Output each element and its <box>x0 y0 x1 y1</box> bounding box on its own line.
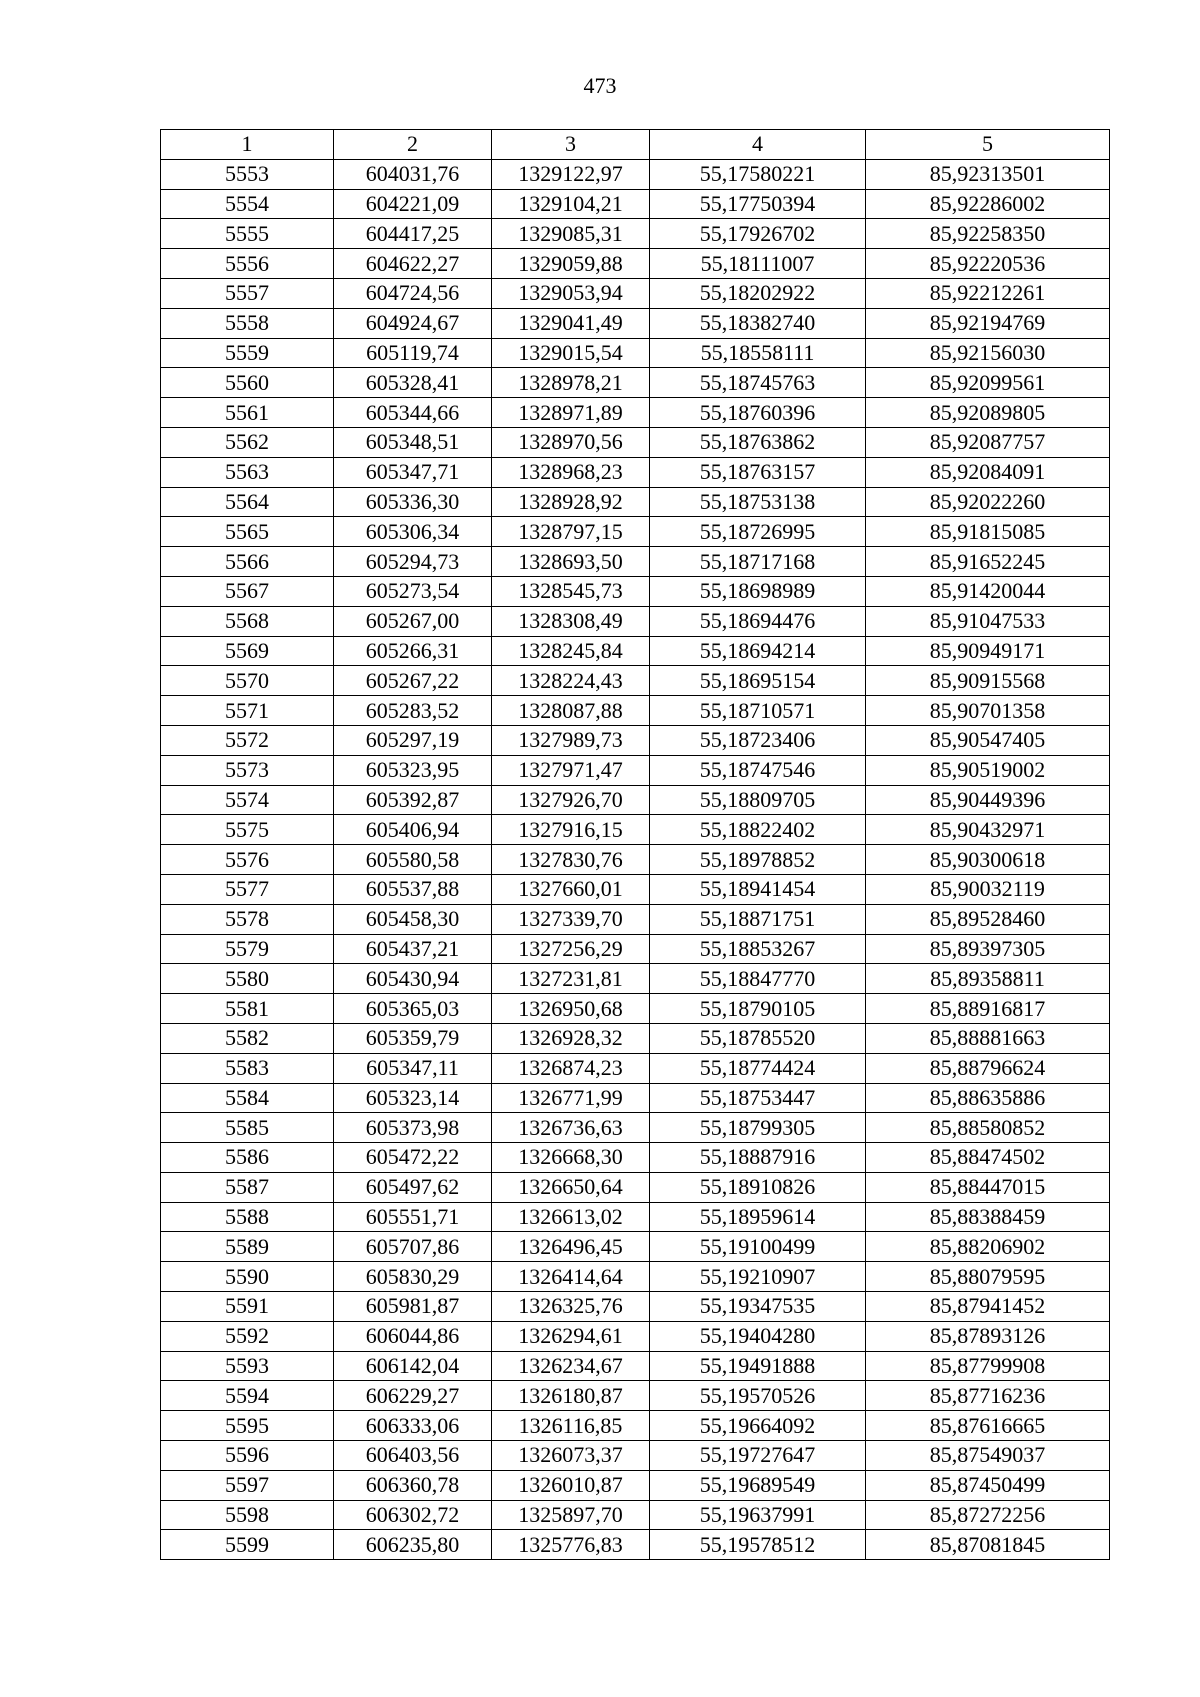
table-cell-col-1: 5559 <box>161 338 334 368</box>
table-cell-col-4: 55,18941454 <box>650 874 866 904</box>
table-row <box>161 1321 1110 1351</box>
table-cell-col-2: 606235,80 <box>334 1530 492 1560</box>
table-cell-col-5: 85,92099561 <box>866 368 1110 398</box>
table-cell-col-3: 1326950,68 <box>492 994 650 1024</box>
table-cell-col-1: 5594 <box>161 1381 334 1411</box>
table-cell-col-1: 5553 <box>161 159 334 189</box>
table-cell-col-3: 1328978,21 <box>492 368 650 398</box>
table-cell-col-3: 1328970,56 <box>492 427 650 457</box>
table-cell-col-1: 5570 <box>161 666 334 696</box>
table-cell-col-3: 1326928,32 <box>492 1023 650 1053</box>
table-cell-col-1: 5598 <box>161 1500 334 1530</box>
table-cell-col-4: 55,18698989 <box>650 576 866 606</box>
table-cell-col-2: 606302,72 <box>334 1500 492 1530</box>
table-row <box>161 696 1110 726</box>
table-cell-col-4: 55,18726995 <box>650 517 866 547</box>
table-cell-col-2: 605497,62 <box>334 1172 492 1202</box>
table-cell-col-4: 55,19578512 <box>650 1530 866 1560</box>
table-cell-col-1: 5562 <box>161 427 334 457</box>
table-cell-col-5: 85,92286002 <box>866 189 1110 219</box>
table-cell-col-1: 5580 <box>161 964 334 994</box>
table-cell-col-5: 85,90701358 <box>866 696 1110 726</box>
table-cell-col-3: 1326668,30 <box>492 1143 650 1173</box>
table-cell-col-1: 5599 <box>161 1530 334 1560</box>
table-cell-col-5: 85,87549037 <box>866 1441 1110 1471</box>
table-cell-col-3: 1328928,92 <box>492 487 650 517</box>
table-cell-col-3: 1328545,73 <box>492 576 650 606</box>
table-row <box>161 308 1110 338</box>
table-row <box>161 1083 1110 1113</box>
table-cell-col-4: 55,18760396 <box>650 398 866 428</box>
table-cell-col-1: 5597 <box>161 1470 334 1500</box>
table-cell-col-5: 85,88079595 <box>866 1262 1110 1292</box>
table-row <box>161 1143 1110 1173</box>
table-cell-col-5: 85,88474502 <box>866 1143 1110 1173</box>
table-cell-col-4: 55,18959614 <box>650 1202 866 1232</box>
table-cell-col-2: 605323,14 <box>334 1083 492 1113</box>
table-cell-col-2: 605306,34 <box>334 517 492 547</box>
table-cell-col-2: 605458,30 <box>334 904 492 934</box>
table-cell-col-1: 5557 <box>161 278 334 308</box>
table-cell-col-2: 606403,56 <box>334 1441 492 1471</box>
table-cell-col-4: 55,18753447 <box>650 1083 866 1113</box>
table-cell-col-3: 1329053,94 <box>492 278 650 308</box>
table-row <box>161 219 1110 249</box>
table-cell-col-1: 5575 <box>161 815 334 845</box>
table-cell-col-5: 85,88916817 <box>866 994 1110 1024</box>
column-header-1: 1 <box>161 130 334 160</box>
table-cell-col-5: 85,91815085 <box>866 517 1110 547</box>
table-row <box>161 1292 1110 1322</box>
table-row <box>161 606 1110 636</box>
table-row <box>161 1023 1110 1053</box>
table-cell-col-4: 55,19664092 <box>650 1411 866 1441</box>
table-cell-col-4: 55,18382740 <box>650 308 866 338</box>
table-cell-col-3: 1328693,50 <box>492 547 650 577</box>
table-cell-col-3: 1327660,01 <box>492 874 650 904</box>
table-cell-col-4: 55,18785520 <box>650 1023 866 1053</box>
table-cell-col-2: 606360,78 <box>334 1470 492 1500</box>
table-cell-col-5: 85,92156030 <box>866 338 1110 368</box>
table-cell-col-1: 5565 <box>161 517 334 547</box>
column-header-3: 3 <box>492 130 650 160</box>
page-number: 473 <box>583 73 617 98</box>
table-cell-col-4: 55,18847770 <box>650 964 866 994</box>
table-cell-col-1: 5578 <box>161 904 334 934</box>
table-cell-col-4: 55,18790105 <box>650 994 866 1024</box>
table-cell-col-1: 5561 <box>161 398 334 428</box>
table-cell-col-1: 5567 <box>161 576 334 606</box>
table-cell-col-5: 85,90949171 <box>866 636 1110 666</box>
table-cell-col-5: 85,92258350 <box>866 219 1110 249</box>
table-cell-col-4: 55,18694214 <box>650 636 866 666</box>
table-cell-col-1: 5592 <box>161 1321 334 1351</box>
table-cell-col-3: 1329122,97 <box>492 159 650 189</box>
table-cell-col-4: 55,19100499 <box>650 1232 866 1262</box>
table-cell-col-4: 55,18694476 <box>650 606 866 636</box>
table-row <box>161 934 1110 964</box>
table-cell-col-1: 5585 <box>161 1113 334 1143</box>
table-cell-col-1: 5560 <box>161 368 334 398</box>
table-cell-col-2: 605580,58 <box>334 845 492 875</box>
table-cell-col-2: 604924,67 <box>334 308 492 338</box>
table-cell-col-2: 605472,22 <box>334 1143 492 1173</box>
table-row <box>161 159 1110 189</box>
table-cell-col-2: 605392,87 <box>334 785 492 815</box>
table-cell-col-3: 1329041,49 <box>492 308 650 338</box>
table-cell-col-1: 5596 <box>161 1441 334 1471</box>
table-cell-col-3: 1328971,89 <box>492 398 650 428</box>
table-cell-col-4: 55,18747546 <box>650 755 866 785</box>
table-cell-col-2: 605437,21 <box>334 934 492 964</box>
table-row <box>161 1470 1110 1500</box>
table-body <box>161 159 1110 1559</box>
table-cell-col-2: 605830,29 <box>334 1262 492 1292</box>
table-cell-col-3: 1328797,15 <box>492 517 650 547</box>
table-cell-col-2: 606333,06 <box>334 1411 492 1441</box>
table-row <box>161 457 1110 487</box>
table-cell-col-3: 1327231,81 <box>492 964 650 994</box>
table-row <box>161 1053 1110 1083</box>
table-row <box>161 964 1110 994</box>
column-header-4: 4 <box>650 130 866 160</box>
table-cell-col-4: 55,18799305 <box>650 1113 866 1143</box>
table-cell-col-5: 85,87893126 <box>866 1321 1110 1351</box>
table-cell-col-3: 1326736,63 <box>492 1113 650 1143</box>
table-row <box>161 547 1110 577</box>
table-cell-col-2: 604622,27 <box>334 249 492 279</box>
table-cell-col-4: 55,18822402 <box>650 815 866 845</box>
table-cell-col-3: 1326613,02 <box>492 1202 650 1232</box>
table-cell-col-4: 55,19727647 <box>650 1441 866 1471</box>
table-cell-col-5: 85,87450499 <box>866 1470 1110 1500</box>
table-cell-col-4: 55,18763862 <box>650 427 866 457</box>
table-cell-col-2: 605981,87 <box>334 1292 492 1322</box>
table-cell-col-1: 5582 <box>161 1023 334 1053</box>
table-cell-col-5: 85,92220536 <box>866 249 1110 279</box>
table-cell-col-4: 55,18853267 <box>650 934 866 964</box>
table-cell-col-1: 5558 <box>161 308 334 338</box>
table-cell-col-1: 5571 <box>161 696 334 726</box>
table-cell-col-4: 55,18202922 <box>650 278 866 308</box>
table-cell-col-4: 55,17750394 <box>650 189 866 219</box>
table-cell-col-2: 605359,79 <box>334 1023 492 1053</box>
table-row <box>161 1530 1110 1560</box>
table-cell-col-1: 5574 <box>161 785 334 815</box>
table-row <box>161 1172 1110 1202</box>
table-cell-col-4: 55,18111007 <box>650 249 866 279</box>
table-cell-col-1: 5564 <box>161 487 334 517</box>
table-cell-col-2: 605347,71 <box>334 457 492 487</box>
table-cell-col-5: 85,91420044 <box>866 576 1110 606</box>
table-cell-col-5: 85,89528460 <box>866 904 1110 934</box>
table-cell-col-1: 5563 <box>161 457 334 487</box>
table-cell-col-5: 85,89397305 <box>866 934 1110 964</box>
table-cell-col-4: 55,19347535 <box>650 1292 866 1322</box>
table-cell-col-2: 605373,98 <box>334 1113 492 1143</box>
table-cell-col-4: 55,18763157 <box>650 457 866 487</box>
table-cell-col-5: 85,87616665 <box>866 1411 1110 1441</box>
table-cell-col-3: 1327971,47 <box>492 755 650 785</box>
table-cell-col-2: 605273,54 <box>334 576 492 606</box>
table-cell-col-2: 605347,11 <box>334 1053 492 1083</box>
table-cell-col-5: 85,92313501 <box>866 159 1110 189</box>
table-cell-col-2: 605294,73 <box>334 547 492 577</box>
table-cell-col-4: 55,18871751 <box>650 904 866 934</box>
table-cell-col-5: 85,88635886 <box>866 1083 1110 1113</box>
table-cell-col-5: 85,88881663 <box>866 1023 1110 1053</box>
table-cell-col-5: 85,90432971 <box>866 815 1110 845</box>
table-cell-col-2: 604724,56 <box>334 278 492 308</box>
table-cell-col-5: 85,87799908 <box>866 1351 1110 1381</box>
table-cell-col-3: 1327830,76 <box>492 845 650 875</box>
table-cell-col-3: 1329104,21 <box>492 189 650 219</box>
table-cell-col-1: 5568 <box>161 606 334 636</box>
table-cell-col-1: 5569 <box>161 636 334 666</box>
table-row <box>161 368 1110 398</box>
table-cell-col-1: 5587 <box>161 1172 334 1202</box>
table-cell-col-2: 604031,76 <box>334 159 492 189</box>
table-row <box>161 845 1110 875</box>
table-row <box>161 487 1110 517</box>
table-row <box>161 517 1110 547</box>
table-row <box>161 1441 1110 1471</box>
table-cell-col-3: 1326234,67 <box>492 1351 650 1381</box>
table-cell-col-5: 85,87081845 <box>866 1530 1110 1560</box>
table-cell-col-2: 605283,52 <box>334 696 492 726</box>
table-cell-col-3: 1329085,31 <box>492 219 650 249</box>
table-cell-col-5: 85,88796624 <box>866 1053 1110 1083</box>
table-cell-col-1: 5576 <box>161 845 334 875</box>
table-cell-col-2: 605537,88 <box>334 874 492 904</box>
table-cell-col-4: 55,18710571 <box>650 696 866 726</box>
table-cell-col-1: 5554 <box>161 189 334 219</box>
table-cell-col-1: 5584 <box>161 1083 334 1113</box>
table-cell-col-3: 1326010,87 <box>492 1470 650 1500</box>
column-header-5: 5 <box>866 130 1110 160</box>
table-cell-col-4: 55,18809705 <box>650 785 866 815</box>
table-cell-col-3: 1326325,76 <box>492 1292 650 1322</box>
table-cell-col-4: 55,19570526 <box>650 1381 866 1411</box>
table-row <box>161 755 1110 785</box>
table-cell-col-2: 605707,86 <box>334 1232 492 1262</box>
coordinates-table <box>160 129 1110 1560</box>
table-row <box>161 636 1110 666</box>
table-cell-col-5: 85,90519002 <box>866 755 1110 785</box>
table-cell-col-2: 605328,41 <box>334 368 492 398</box>
table-cell-col-1: 5589 <box>161 1232 334 1262</box>
table-row <box>161 1411 1110 1441</box>
table-cell-col-4: 55,17580221 <box>650 159 866 189</box>
table-row <box>161 666 1110 696</box>
table-cell-col-2: 605344,66 <box>334 398 492 428</box>
table-cell-col-2: 605266,31 <box>334 636 492 666</box>
table-cell-col-1: 5588 <box>161 1202 334 1232</box>
table-cell-col-3: 1326771,99 <box>492 1083 650 1113</box>
table-cell-col-3: 1326874,23 <box>492 1053 650 1083</box>
table-cell-col-4: 55,18887916 <box>650 1143 866 1173</box>
table-cell-col-1: 5556 <box>161 249 334 279</box>
table-cell-col-1: 5566 <box>161 547 334 577</box>
table-cell-col-2: 606229,27 <box>334 1381 492 1411</box>
table-row <box>161 1232 1110 1262</box>
table-cell-col-2: 605336,30 <box>334 487 492 517</box>
table-cell-col-5: 85,87716236 <box>866 1381 1110 1411</box>
table-cell-col-4: 55,18978852 <box>650 845 866 875</box>
table-cell-col-4: 55,18723406 <box>650 725 866 755</box>
table-cell-col-2: 604417,25 <box>334 219 492 249</box>
table-cell-col-3: 1327926,70 <box>492 785 650 815</box>
table-cell-col-3: 1327256,29 <box>492 934 650 964</box>
header-row <box>161 130 1110 160</box>
table-row <box>161 1500 1110 1530</box>
table-cell-col-1: 5590 <box>161 1262 334 1292</box>
table-row <box>161 576 1110 606</box>
table-header <box>161 130 1110 160</box>
table-row <box>161 1381 1110 1411</box>
table-cell-col-1: 5555 <box>161 219 334 249</box>
table-cell-col-3: 1326180,87 <box>492 1381 650 1411</box>
table-cell-col-1: 5581 <box>161 994 334 1024</box>
table-cell-col-1: 5577 <box>161 874 334 904</box>
table-cell-col-5: 85,92084091 <box>866 457 1110 487</box>
table-cell-col-5: 85,91652245 <box>866 547 1110 577</box>
table-row <box>161 1113 1110 1143</box>
table-cell-col-4: 55,18753138 <box>650 487 866 517</box>
table-cell-col-5: 85,92194769 <box>866 308 1110 338</box>
table-cell-col-4: 55,18910826 <box>650 1172 866 1202</box>
table-cell-col-1: 5572 <box>161 725 334 755</box>
table-cell-col-5: 85,92089805 <box>866 398 1110 428</box>
table-cell-col-5: 85,87941452 <box>866 1292 1110 1322</box>
table-cell-col-4: 55,18774424 <box>650 1053 866 1083</box>
table-cell-col-5: 85,88447015 <box>866 1172 1110 1202</box>
table-cell-col-5: 85,87272256 <box>866 1500 1110 1530</box>
table-cell-col-4: 55,18717168 <box>650 547 866 577</box>
table-cell-col-1: 5586 <box>161 1143 334 1173</box>
table-cell-col-2: 605406,94 <box>334 815 492 845</box>
table-cell-col-5: 85,89358811 <box>866 964 1110 994</box>
table-cell-col-3: 1326650,64 <box>492 1172 650 1202</box>
table-cell-col-3: 1326294,61 <box>492 1321 650 1351</box>
table-cell-col-1: 5595 <box>161 1411 334 1441</box>
table-cell-col-3: 1325776,83 <box>492 1530 650 1560</box>
table-cell-col-5: 85,90449396 <box>866 785 1110 815</box>
table-cell-col-2: 606044,86 <box>334 1321 492 1351</box>
table-cell-col-1: 5593 <box>161 1351 334 1381</box>
table-row <box>161 904 1110 934</box>
table-cell-col-5: 85,90915568 <box>866 666 1110 696</box>
table-cell-col-3: 1328245,84 <box>492 636 650 666</box>
table-cell-col-5: 85,90300618 <box>866 845 1110 875</box>
table-cell-col-4: 55,19637991 <box>650 1500 866 1530</box>
table-row <box>161 398 1110 428</box>
table-row <box>161 815 1110 845</box>
table-cell-col-3: 1326414,64 <box>492 1262 650 1292</box>
table-row <box>161 189 1110 219</box>
table-cell-col-3: 1327989,73 <box>492 725 650 755</box>
table-cell-col-5: 85,88206902 <box>866 1232 1110 1262</box>
table-cell-col-5: 85,91047533 <box>866 606 1110 636</box>
table-cell-col-1: 5573 <box>161 755 334 785</box>
table-cell-col-3: 1327916,15 <box>492 815 650 845</box>
table-cell-col-2: 606142,04 <box>334 1351 492 1381</box>
table-cell-col-3: 1326073,37 <box>492 1441 650 1471</box>
table-row <box>161 338 1110 368</box>
table-cell-col-3: 1326116,85 <box>492 1411 650 1441</box>
table-cell-col-3: 1328968,23 <box>492 457 650 487</box>
table-cell-col-5: 85,92022260 <box>866 487 1110 517</box>
column-header-2: 2 <box>334 130 492 160</box>
table-cell-col-3: 1325897,70 <box>492 1500 650 1530</box>
table-cell-col-4: 55,18745763 <box>650 368 866 398</box>
table-cell-col-3: 1326496,45 <box>492 1232 650 1262</box>
table-cell-col-4: 55,18558111 <box>650 338 866 368</box>
table-cell-col-3: 1328087,88 <box>492 696 650 726</box>
table-cell-col-5: 85,92212261 <box>866 278 1110 308</box>
table-cell-col-4: 55,18695154 <box>650 666 866 696</box>
table-cell-col-5: 85,88580852 <box>866 1113 1110 1143</box>
table-row <box>161 278 1110 308</box>
table-row <box>161 1351 1110 1381</box>
table-cell-col-4: 55,19404280 <box>650 1321 866 1351</box>
table-cell-col-2: 605430,94 <box>334 964 492 994</box>
table-cell-col-2: 604221,09 <box>334 189 492 219</box>
table-cell-col-5: 85,92087757 <box>866 427 1110 457</box>
table-cell-col-2: 605323,95 <box>334 755 492 785</box>
table-row <box>161 1202 1110 1232</box>
table-row <box>161 874 1110 904</box>
table-cell-col-2: 605119,74 <box>334 338 492 368</box>
table-cell-col-2: 605348,51 <box>334 427 492 457</box>
table-cell-col-5: 85,90032119 <box>866 874 1110 904</box>
table-cell-col-3: 1328224,43 <box>492 666 650 696</box>
table-cell-col-4: 55,19210907 <box>650 1262 866 1292</box>
table-cell-col-1: 5591 <box>161 1292 334 1322</box>
table-row <box>161 785 1110 815</box>
table-cell-col-4: 55,19491888 <box>650 1351 866 1381</box>
table-cell-col-2: 605297,19 <box>334 725 492 755</box>
table-row <box>161 427 1110 457</box>
table-row <box>161 1262 1110 1292</box>
table-cell-col-2: 605365,03 <box>334 994 492 1024</box>
table-cell-col-2: 605267,22 <box>334 666 492 696</box>
table-cell-col-5: 85,88388459 <box>866 1202 1110 1232</box>
table-cell-col-3: 1328308,49 <box>492 606 650 636</box>
table-cell-col-3: 1329059,88 <box>492 249 650 279</box>
table-row <box>161 249 1110 279</box>
table-cell-col-4: 55,17926702 <box>650 219 866 249</box>
table-cell-col-2: 605267,00 <box>334 606 492 636</box>
table-cell-col-3: 1327339,70 <box>492 904 650 934</box>
table-row <box>161 725 1110 755</box>
table-cell-col-1: 5579 <box>161 934 334 964</box>
table-cell-col-3: 1329015,54 <box>492 338 650 368</box>
table-cell-col-5: 85,90547405 <box>866 725 1110 755</box>
table-row <box>161 994 1110 1024</box>
table-cell-col-2: 605551,71 <box>334 1202 492 1232</box>
table-cell-col-4: 55,19689549 <box>650 1470 866 1500</box>
table-cell-col-1: 5583 <box>161 1053 334 1083</box>
